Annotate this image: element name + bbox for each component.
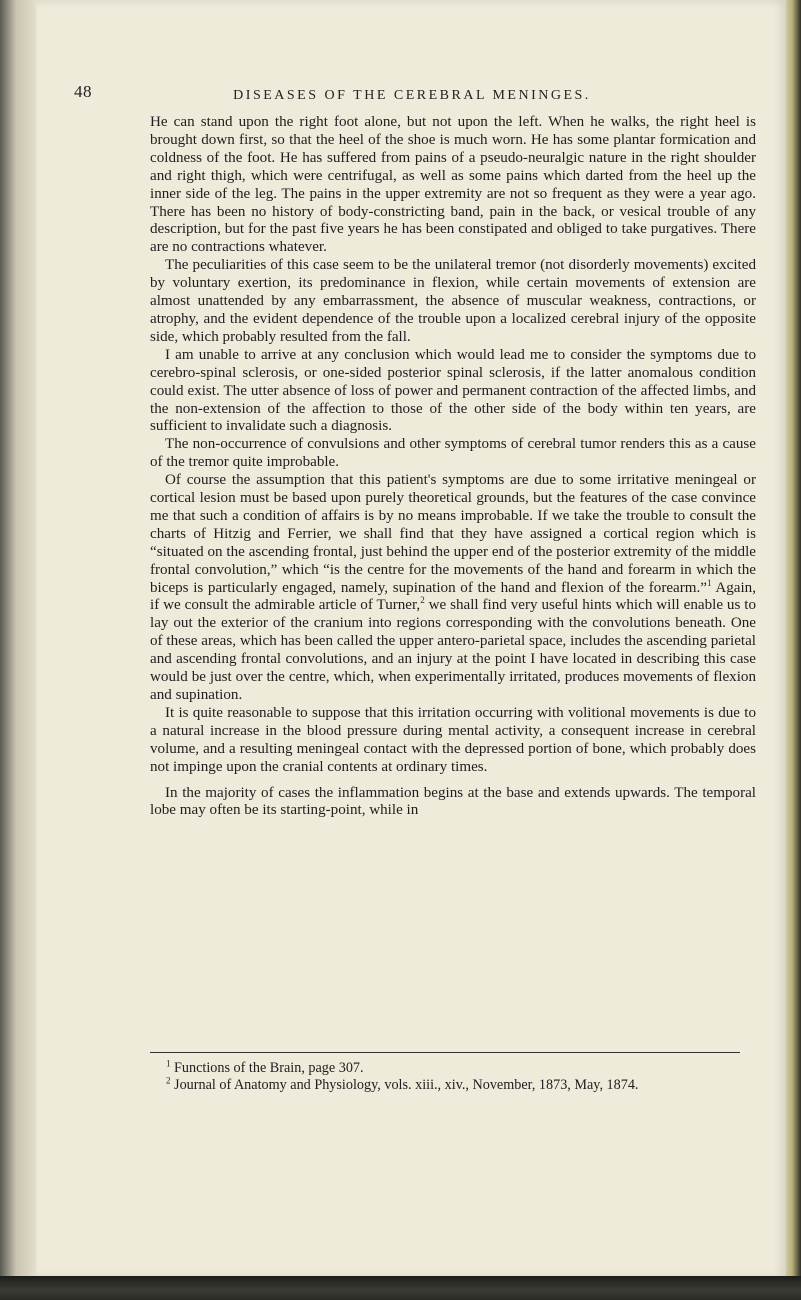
footnote-ref[interactable]: 2 — [420, 595, 425, 606]
paragraph — [150, 472, 756, 705]
footnote-ref[interactable]: 1 — [707, 577, 712, 588]
paragraph: It is quite reasonable to suppose that this irritation occurring with volitional movements is due to a natural increase in the blood pressure during mental activity, a consequent increase in cerebral volume, and a resulting meningeal contact with the depressed portion of bone, which probably does not impinge upon the cranial contents at ordinary times. — [150, 704, 756, 775]
book-gutter — [0, 0, 40, 1300]
footnote — [150, 1060, 756, 1077]
footnote-mark: 2 — [166, 1075, 171, 1086]
footnote-mark: 1 — [166, 1058, 171, 1069]
paragraph: In the majority of cases the inflammation begins at the base and extends upwards. The temporal lobe may often be its starting-point, while in — [150, 784, 756, 819]
body-text — [150, 114, 756, 820]
paragraph-text: we shall find very useful hints which will enable us to lay out the exterior of the cranium into regions corresponding with the convolutions beneath. One of these areas, which has been called the upper antero-parietal space, includes the ascending parietal and ascending frontal convolutions, and an injury at the point I have located in describing this case would be just over the centre, which, when experimentally irritated, produces movements of flexion and supination. — [150, 597, 756, 703]
footnote-text: Functions of the Brain, page 307. — [174, 1060, 364, 1076]
footnote-divider — [150, 1052, 740, 1053]
footnote-text: Journal of Anatomy and Physiology, vols. xiii., xiv., November, 1873, May, 1874. — [174, 1077, 639, 1093]
footnote — [150, 1077, 756, 1094]
paragraph-text: Of course the assumption that this patient's symptoms are due to some irritative meningeal or cortical lesion must be based upon purely theoretical grounds, but the features of the case convince me that such a condition of affairs is by no means improbable. If we take the trouble to consult the charts of Hitzig and Ferrier, we shall find that they have assigned a cortical region which is “situated on the ascending frontal, just behind the upper end of the posterior extremity of the middle frontal convolution,” which “is the centre for the movements of the hand and forearm in which the biceps is particularly engaged, namely, supination of the hand and flexion of the forearm.” — [150, 472, 756, 596]
footnotes — [150, 1060, 756, 1094]
paragraph: The non-occurrence of convulsions and other symptoms of cerebral tumor renders this as a cause of the tremor quite improbable. — [150, 436, 756, 471]
paragraph: I am unable to arrive at any conclusion which would lead me to consider the symptoms due to cerebro-spinal sclerosis, or one-sided posterior spinal sclerosis, if the latter anomalous condition could exist. The utter absence of loss of power and permanent contraction of the affected limbs, and the non-extension of the affection to those of the other side of the body within ten years, are sufficient to invalidate such a diagnosis. — [150, 346, 756, 435]
page-number: 48 — [74, 82, 92, 101]
running-head: DISEASES OF THE CEREBRAL MENINGES. — [233, 88, 591, 103]
paragraph: The peculiarities of this case seem to be the unilateral tremor (not disorderly movements) excited by voluntary exertion, its predominance in flexion, while certain movements of extension are almost unattended by any embarrassment, the absence of muscular weakness, contractions, or atrophy, and the evident dependence of the trouble upon a localized cerebral injury of the opposite side, which probably resulted from the fall. — [150, 257, 756, 345]
paragraph: He can stand upon the right foot alone, but not upon the left. When he walks, the right heel is brought down first, so that the heel of the shoe is much worn. He has some plantar formication and coldness of the foot. He has suffered from pains of a pseudo-neuralgic nature in the right shoulder and right thigh, which were centrifugal, as well as some pains which darted from the heel up the inner side of the leg. The pains in the upper extremity are not so frequent as they were a year ago. There has been no history of body-constricting band, pain in the back, or vesical trouble of any description, but for the past five years he has been constipated and obliged to take purgatives. There are no contractions whatever. — [150, 114, 756, 256]
page-edge-right — [786, 0, 801, 1300]
paragraph-text: Again, if we consult the admirable article of Turner, — [150, 579, 756, 614]
page-edge-bottom — [0, 1276, 801, 1300]
